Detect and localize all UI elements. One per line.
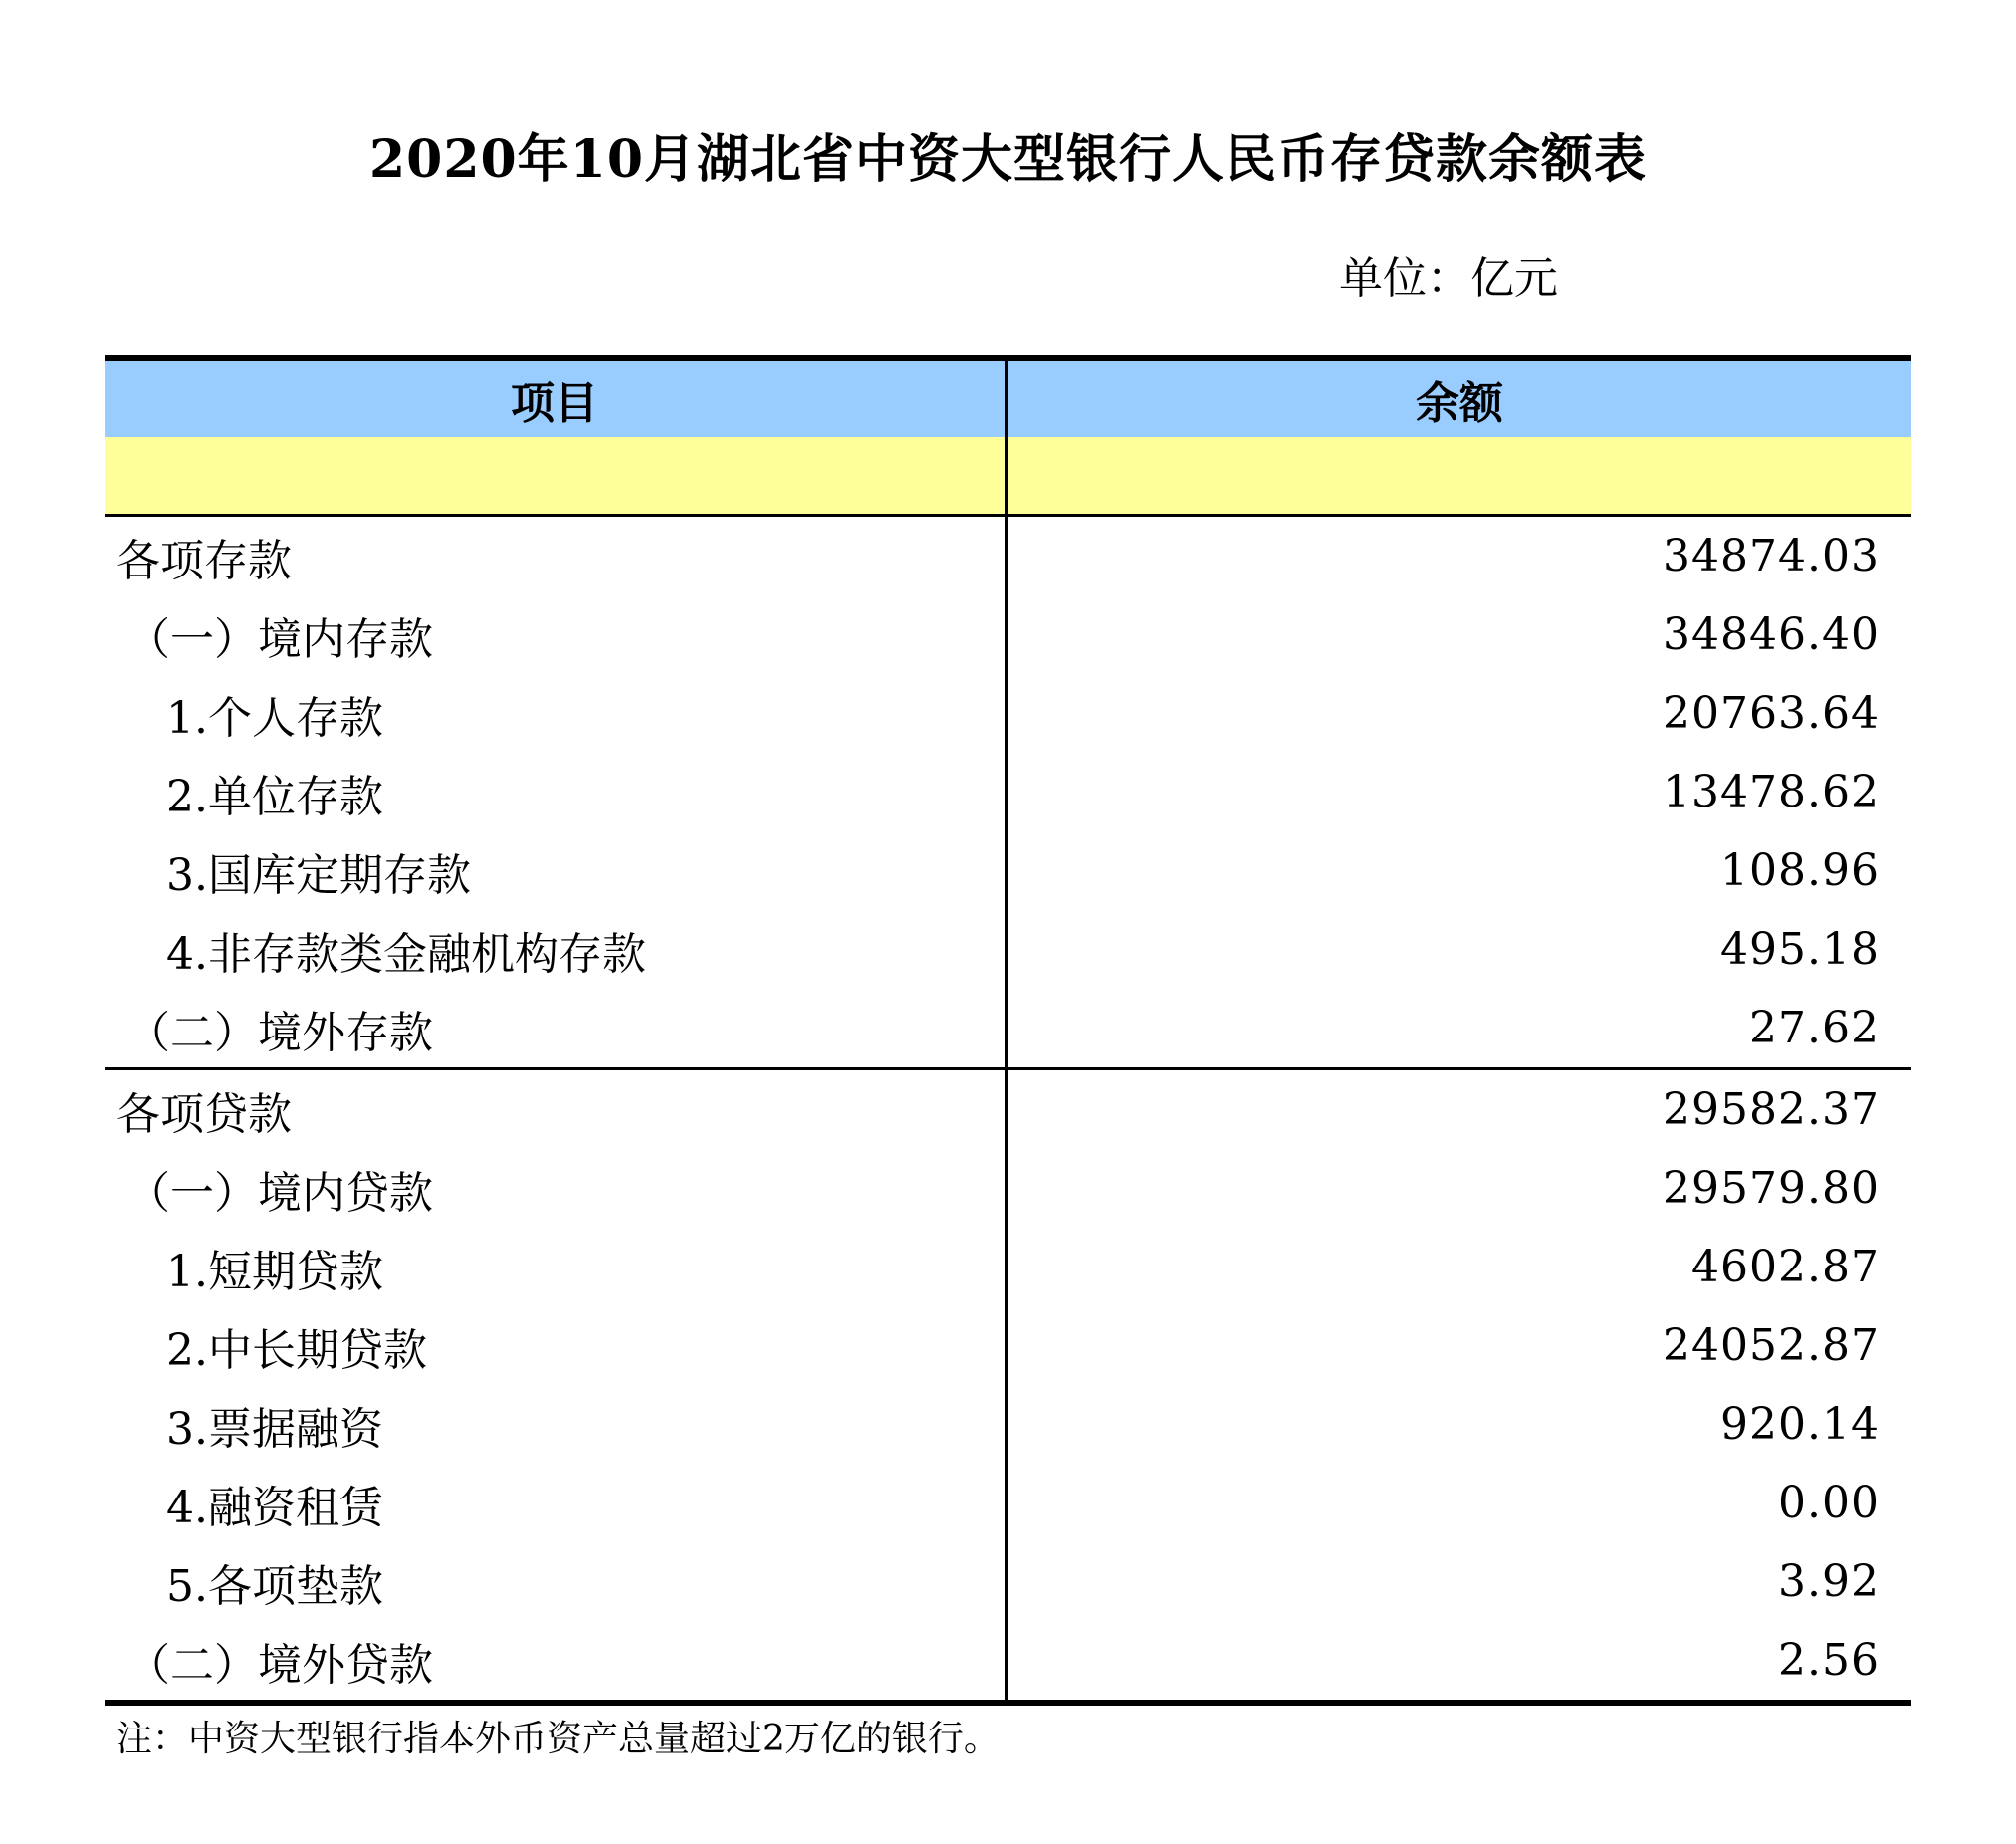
row-balance-value: 495.18 xyxy=(1720,924,1880,975)
row-balance-value: 34846.40 xyxy=(1663,609,1880,660)
header-item: 项目 xyxy=(105,361,1008,437)
row-item-label: 3.国库定期存款 xyxy=(105,831,1008,910)
row-balance-value: 920.14 xyxy=(1720,1399,1880,1450)
row-balance-value: 3.92 xyxy=(1778,1556,1880,1607)
table-row xyxy=(105,753,1911,831)
row-item-label: 2.单位存款 xyxy=(105,753,1008,831)
row-balance-value: 4602.87 xyxy=(1691,1242,1880,1292)
table-row xyxy=(105,910,1911,989)
row-item-label: （二）境外贷款 xyxy=(105,1621,1008,1700)
table-row xyxy=(105,1149,1911,1228)
row-balance-value: 20763.64 xyxy=(1663,688,1880,739)
table-row xyxy=(105,1621,1911,1700)
table-band-row xyxy=(105,437,1911,514)
row-item-label: （二）境外存款 xyxy=(105,989,1008,1067)
deposits-group xyxy=(105,517,1911,1067)
row-balance-value: 29579.80 xyxy=(1663,1163,1880,1214)
footnote: 注：中资大型银行指本外币资产总量超过2万亿的银行。 xyxy=(116,1719,1000,1759)
row-item-label: 1.个人存款 xyxy=(105,674,1008,753)
row-balance-value: 29582.37 xyxy=(1663,1084,1880,1135)
row-balance-value: 108.96 xyxy=(1720,845,1880,896)
row-balance-value: 2.56 xyxy=(1778,1635,1880,1686)
header-balance: 余额 xyxy=(1416,378,1503,429)
page-title: 2020年10月湖北省中资大型银行人民币存贷款余额表 xyxy=(368,129,1648,190)
row-item-label: 各项贷款 xyxy=(105,1070,1008,1149)
row-balance-value: 34874.03 xyxy=(1663,531,1880,581)
table-row xyxy=(105,595,1911,674)
row-item-label: 4.非存款类金融机构存款 xyxy=(105,910,1008,989)
balance-table xyxy=(105,355,1911,1706)
table-row xyxy=(105,831,1911,910)
row-item-label: 3.票据融资 xyxy=(105,1385,1008,1464)
table-row xyxy=(105,1070,1911,1149)
table-row xyxy=(105,517,1911,595)
row-item-label: （一）境内贷款 xyxy=(105,1149,1008,1228)
table-row xyxy=(105,674,1911,753)
row-balance-value: 0.00 xyxy=(1778,1478,1880,1528)
row-item-label: 4.融资租赁 xyxy=(105,1464,1008,1542)
table-row xyxy=(105,1542,1911,1621)
table-row xyxy=(105,1306,1911,1385)
table-row xyxy=(105,1385,1911,1464)
table-row xyxy=(105,1464,1911,1542)
loans-group xyxy=(105,1070,1911,1700)
table-row xyxy=(105,989,1911,1067)
row-balance-value: 27.62 xyxy=(1749,1003,1880,1053)
row-item-label: 2.中长期贷款 xyxy=(105,1306,1008,1385)
table-header-row xyxy=(105,361,1911,437)
row-balance-value: 24052.87 xyxy=(1663,1320,1880,1371)
row-item-label: （一）境内存款 xyxy=(105,595,1008,674)
row-item-label: 1.短期贷款 xyxy=(105,1228,1008,1306)
unit-label: 单位：亿元 xyxy=(1339,253,1558,304)
row-balance-value: 13478.62 xyxy=(1663,767,1880,817)
table-row xyxy=(105,1228,1911,1306)
row-item-label: 各项存款 xyxy=(105,517,1008,595)
row-item-label: 5.各项垫款 xyxy=(105,1542,1008,1621)
table-bottom-rule xyxy=(105,1700,1911,1706)
